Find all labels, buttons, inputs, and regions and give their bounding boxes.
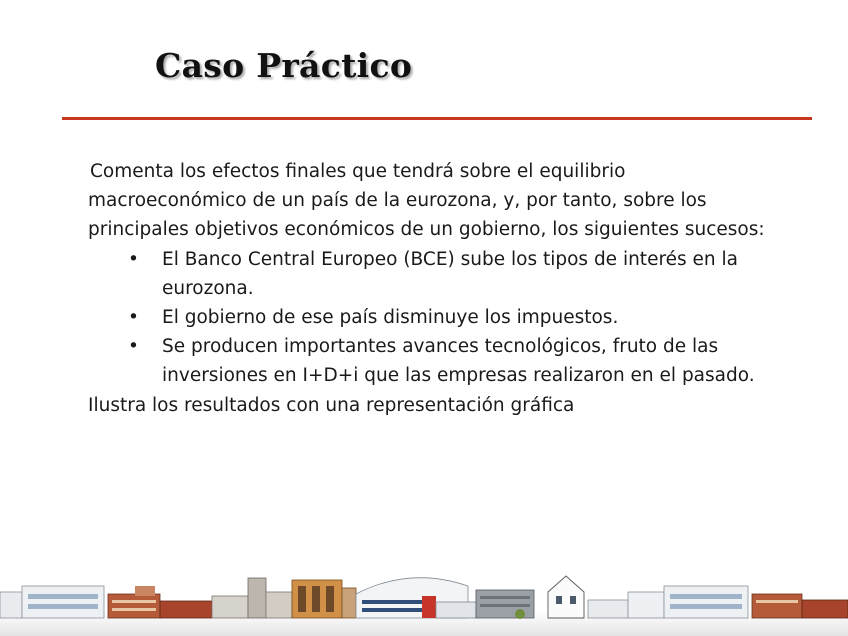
list-item-text: El Banco Central Europeo (BCE) sube los tipos de interés en la eurozona. <box>162 248 739 299</box>
intro-paragraph: Comenta los efectos finales que tendrá sobre el equilibrio macroeconómico de un país de la eurozona, y, por tanto, sobre los principales objetivos económicos de un gobierno, los siguientes sucesos: <box>88 161 765 241</box>
city-buildings-illustration <box>0 556 848 636</box>
bullet-icon: • <box>128 307 139 329</box>
closing-paragraph: Ilustra los resultados con una representación gráfica <box>88 394 575 416</box>
list-item <box>88 332 778 390</box>
events-list <box>88 245 778 391</box>
slide-title: Caso Práctico <box>155 46 413 85</box>
bullet-icon: • <box>128 336 139 358</box>
list-item <box>88 303 778 332</box>
list-item <box>88 245 778 303</box>
list-item-text: El gobierno de ese país disminuye los impuestos. <box>162 307 619 329</box>
list-item-text: Se producen importantes avances tecnológicos, fruto de las inversiones en I+D+i que las empresas realizaron en el pasado. <box>162 336 755 387</box>
bullet-icon: • <box>128 248 139 270</box>
slide-body <box>88 157 778 420</box>
title-divider <box>62 117 812 120</box>
